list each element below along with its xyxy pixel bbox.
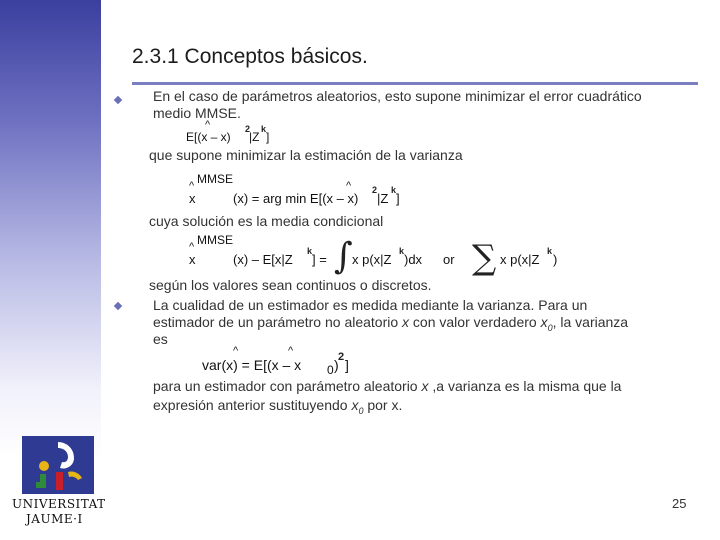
title-underline (132, 82, 698, 85)
eq1-main: E[(x – x) (186, 130, 231, 144)
paragraph-random-line1: para un estimador con parámetro aleatorio x ,a varianza es la misma que la (153, 378, 622, 394)
paragraph-continuous-discrete: según los valores sean continuos o discretos. (149, 277, 432, 293)
paragraph-quality-line1: La cualidad de un estimador es medida mediante la varianza. Para un (153, 297, 588, 313)
university-name-line1: UNIVERSITAT (12, 497, 106, 511)
paragraph-conditional-mean: cuya solución es la media condicional (149, 213, 384, 229)
page-number: 25 (672, 496, 687, 511)
integral-sign: ∫ (334, 236, 353, 277)
bullet-icon (114, 96, 122, 104)
summation-sign: ∑ (472, 238, 497, 278)
paragraph-quality-line3: es (153, 331, 168, 347)
paragraph-quality-line2: estimador de un parámetro no aleatorio x con valor verdadero $x_0$, la varianza (153, 314, 629, 333)
bullet-icon (114, 302, 122, 310)
university-logo-icon (22, 436, 94, 494)
paragraph-mmse-line2: medio MMSE. (153, 105, 241, 121)
slide-title: 2.3.1 Conceptos básicos. (132, 45, 368, 68)
paragraph-variance: que supone minimizar la estimación de la varianza (149, 147, 463, 163)
university-name-line2: JAUME·I (26, 512, 83, 526)
paragraph-mmse-line1: En el caso de parámetros aleatorios, esto supone minimizar el error cuadrático (153, 88, 642, 104)
paragraph-random-line2: expresión anterior sustituyendo $x_0$ por x. (153, 397, 403, 416)
